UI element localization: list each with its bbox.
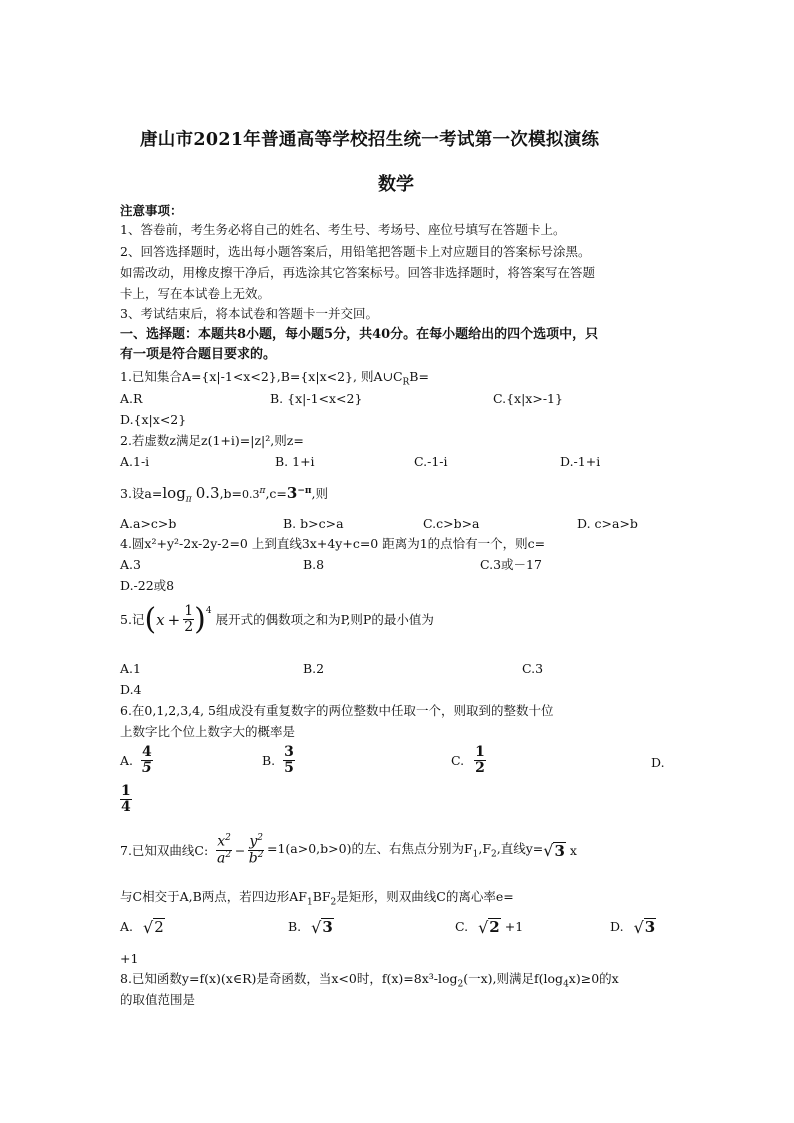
question-6-option-a: A. $\frac{4}{5}$ bbox=[120, 744, 152, 777]
question-5-option-a: A.1 bbox=[120, 661, 141, 676]
question-4-option-a: A.3 bbox=[120, 557, 141, 572]
right-paren: ) bbox=[194, 601, 206, 637]
question-2-option-b: B. 1+i bbox=[275, 454, 315, 469]
question-2-stem: 2.若虚数z满足z(1+i)=|z|²,则z= bbox=[120, 433, 304, 448]
question-2-option-c: C.-1-i bbox=[414, 454, 448, 469]
question-6-option-b: B. $\frac{3}{5}$ bbox=[262, 744, 294, 777]
note-line: 如需改动，用橡皮擦干净后，再选涂其它答案标号。回答非选择题时，将答案写在答题 bbox=[120, 265, 596, 280]
question-7-stem: 7.已知双曲线C: $\frac{x^2}{a^2}$ − $\frac{y^2}{b^2}$ =1(a>0,b>0)的左、右焦点分别为$F_1,F_2$,直线y= √ 3 x bbox=[120, 833, 577, 867]
question-6-option-c: C. $\frac{1}{2}$ bbox=[451, 744, 485, 777]
question-3-option-b: B. b>c>a bbox=[283, 516, 344, 531]
subject-title: 数学 bbox=[378, 174, 414, 195]
question-1-option-c: C.{x|x>-1} bbox=[493, 391, 563, 406]
question-4-option-c: C.3或－17 bbox=[480, 557, 542, 572]
question-1-option-d: D.{x|x<2} bbox=[120, 412, 187, 427]
note-line: 3、考试结束后，将本试卷和答题卡一并交回。 bbox=[120, 306, 378, 321]
question-7-stem-cont: 与C相交于A,B两点，若四边形$AF_1BF_2$是矩形，则双曲线C的离心率e= bbox=[120, 889, 514, 908]
question-7-option-b: B. √ 3 bbox=[288, 917, 333, 937]
question-6-stem-cont: 上数字比个位上数字大的概率是 bbox=[120, 724, 296, 739]
question-4-stem: 4.圆x²+y²-2x-2y-2=0 上到直线3x+4y+c=0 距离为1的点恰有一个，则c= bbox=[120, 536, 546, 551]
question-3-option-c: C.c>b>a bbox=[423, 516, 480, 531]
question-3-option-d: D. c>a>b bbox=[577, 516, 638, 531]
question-7-option-c: C. √ 2 +1 bbox=[455, 917, 524, 937]
question-6-option-d: $\frac{1}{4}$ bbox=[121, 783, 131, 816]
question-6-option-d-label: D. bbox=[651, 755, 665, 770]
question-5-option-c: C.3 bbox=[522, 661, 544, 676]
section-heading: 一、选择题：本题共8小题，每小题5分，共40分。在每小题给出的四个选项中，只 bbox=[120, 327, 599, 342]
question-2-option-d: D.-1+i bbox=[560, 454, 601, 469]
question-7-option-a: A. √ 2 bbox=[120, 917, 164, 937]
question-4-option-b: B.8 bbox=[303, 557, 325, 572]
note-line: 卡上，写在本试卷上无效。 bbox=[120, 286, 271, 301]
question-1-option-b: B. {x|-1<x<2} bbox=[270, 391, 363, 406]
question-7-option-d: D. √ 3 bbox=[610, 917, 656, 937]
question-5-option-d: D.4 bbox=[120, 682, 142, 697]
note-line: 2、回答选择题时，选出每小题答案后，用铅笔把答题卡上对应题目的答案标号涂黑。 bbox=[120, 244, 591, 259]
q5-fraction: $\frac{1}{2}$ bbox=[184, 603, 194, 636]
question-7-option-d-cont: +1 bbox=[120, 951, 139, 966]
question-5-option-b: B.2 bbox=[303, 661, 325, 676]
section-heading-cont: 有一项是符合题目要求的。 bbox=[120, 347, 277, 362]
note-line: 1、答卷前，考生务必将自己的姓名、考生号、考场号、座位号填写在答题卡上。 bbox=[120, 222, 566, 237]
question-1-option-a: A.R bbox=[120, 391, 143, 406]
question-2-option-a: A.1-i bbox=[120, 454, 150, 469]
question-5-stem: 5.记 ( x + $\frac{1}{2}$ ) $^4$ 展开式的偶数项之和为P,则P的最小值为 bbox=[120, 601, 434, 637]
notes-heading: 注意事项： bbox=[120, 203, 183, 218]
left-paren: ( bbox=[144, 601, 157, 637]
page-title: 唐山市2021年普通高等学校招生统一考试第一次模拟演练 bbox=[140, 130, 600, 150]
question-3-stem: 3.设$a=\log_\pi$ $0.3,b=0.3^\pi,c=3^{-\pi}$,则 bbox=[120, 484, 328, 505]
question-8-stem-cont: 的取值范围是 bbox=[120, 992, 196, 1007]
question-4-option-d: D.-22或8 bbox=[120, 578, 175, 593]
question-8-stem: 8.已知函数y=f(x)(x∈R)是奇函数，当x<0时，$f(x)=8x^3-\log_2$(一x),则满足$f(\log_4x)\ge 0$的x bbox=[120, 971, 619, 990]
question-3-option-a: A.a>c>b bbox=[120, 516, 177, 531]
question-6-stem: 6.在0,1,2,3,4, 5组成没有重复数字的两位整数中任取一个，则取到的整数十位 bbox=[120, 703, 554, 718]
question-1-stem: 1.已知集合A={x|-1<x<2},B={x|x<2}, 则$A\cup C_RB=$ bbox=[120, 369, 429, 388]
